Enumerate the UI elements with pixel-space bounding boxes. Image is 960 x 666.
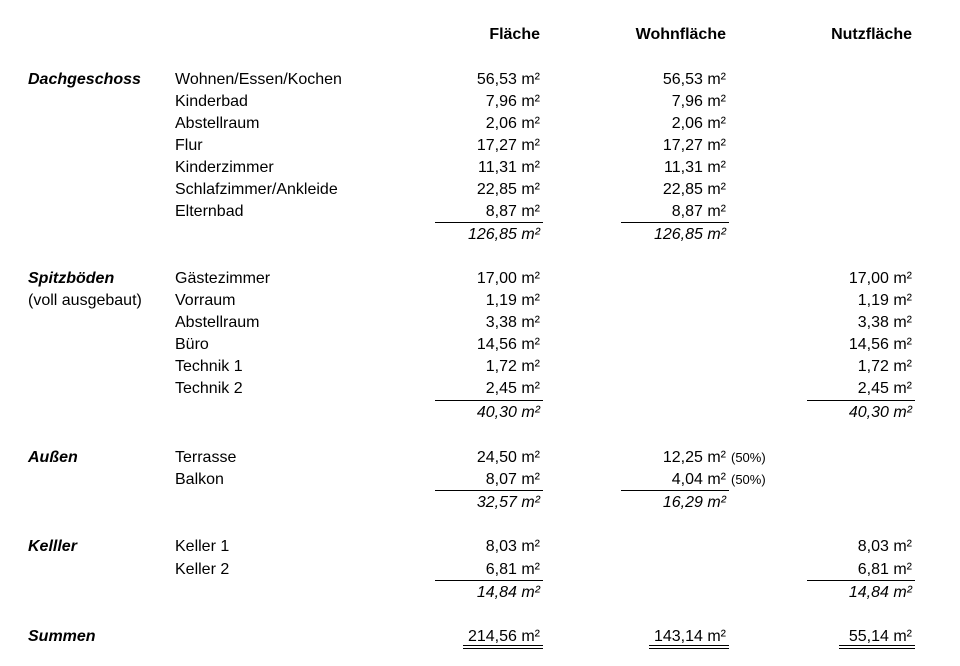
subtotal-rule [435,222,543,223]
section-title-keller: Kelller [28,538,77,555]
wohnflaeche-value: 22,85 m² [662,181,726,198]
nutzflaeche-value: 3,38 m² [857,314,912,331]
room-name: Abstellraum [175,314,260,331]
table-row [0,179,960,201]
room-name: Kinderzimmer [175,159,274,176]
flaeche-value: 3,38 m² [485,314,540,331]
room-name: Terrasse [175,449,237,466]
grand-total-flaeche: 214,56 m² [467,628,540,645]
flaeche-value: 2,06 m² [485,115,540,132]
percentage-note: (50%) [731,472,766,487]
section-title-aussen: Außen [28,449,78,466]
table-row [0,356,960,378]
table-row [0,378,960,400]
table-row [0,536,960,558]
table-row [0,135,960,157]
room-name: Büro [175,336,209,353]
subtotal-row [0,224,960,246]
flaeche-value: 2,45 m² [485,380,540,397]
room-name: Elternbad [175,203,244,220]
section-title-spitzboeden: Spitzböden [28,270,115,287]
table-row [0,91,960,113]
flaeche-value: 8,03 m² [485,538,540,555]
grand-total-label: Summen [28,628,96,645]
header-wohnflaeche: Wohnfläche [635,26,726,43]
subtotal-flaeche: 32,57 m² [476,494,540,511]
room-name: Keller 2 [175,561,230,578]
flaeche-value: 11,31 m² [478,159,540,176]
nutzflaeche-value: 6,81 m² [857,561,912,578]
table-row [0,447,960,469]
wohnflaeche-value: 2,06 m² [671,115,726,132]
subtotal-rule [807,580,915,581]
double-underline [463,645,543,649]
flaeche-value: 8,87 m² [485,203,540,220]
nutzflaeche-value: 8,03 m² [857,538,912,555]
section-subtitle-spitzboeden: (voll ausgebaut) [28,292,142,309]
table-row [0,290,960,312]
flaeche-value: 56,53 m² [476,71,540,88]
table-row [0,113,960,135]
room-name: Schlafzimmer/Ankleide [175,181,338,198]
room-name: Technik 1 [175,358,243,375]
subtotal-flaeche: 40,30 m² [476,404,540,421]
subtotal-row [0,492,960,514]
header-flaeche: Fläche [489,26,540,43]
nutzflaeche-value: 1,72 m² [857,358,912,375]
double-underline [839,645,915,649]
wohnflaeche-value: 17,27 m² [662,137,726,154]
room-name: Abstellraum [175,115,260,132]
subtotal-rule [621,222,729,223]
nutzflaeche-value: 2,45 m² [857,380,912,397]
flaeche-value: 8,07 m² [485,471,540,488]
flaeche-value: 1,19 m² [485,292,540,309]
subtotal-rule [621,490,729,491]
flaeche-value: 22,85 m² [476,181,540,198]
room-name: Balkon [175,471,224,488]
table-row [0,334,960,356]
wohnflaeche-value: 7,96 m² [671,93,726,110]
subtotal-rule [435,580,543,581]
room-name: Wohnen/Essen/Kochen [175,71,342,88]
wohnflaeche-value: 4,04 m² [671,471,726,488]
room-name: Flur [175,137,203,154]
table-row [0,469,960,491]
subtotal-wohnflaeche: 16,29 m² [662,494,726,511]
flaeche-value: 6,81 m² [485,561,540,578]
table-row [0,69,960,91]
wohnflaeche-value: 56,53 m² [662,71,726,88]
subtotal-rule [435,490,543,491]
subtotal-flaeche: 14,84 m² [476,584,540,601]
grand-total-wohnflaeche: 143,14 m² [653,628,726,645]
table-row [0,559,960,581]
subtotal-row [0,402,960,424]
nutzflaeche-value: 17,00 m² [848,270,912,287]
flaeche-value: 24,50 m² [476,449,540,466]
flaeche-value: 1,72 m² [485,358,540,375]
subtotal-nutzflaeche: 14,84 m² [848,584,912,601]
subtotal-row [0,582,960,604]
table-row [0,157,960,179]
flaeche-value: 14,56 m² [476,336,540,353]
flaeche-value: 17,27 m² [476,137,540,154]
nutzflaeche-value: 1,19 m² [857,292,912,309]
subtotal-flaeche: 126,85 m² [467,226,540,243]
flaeche-value: 17,00 m² [476,270,540,287]
wohnflaeche-value: 11,31 m² [664,159,726,176]
wohnflaeche-value: 8,87 m² [671,203,726,220]
subtotal-wohnflaeche: 126,85 m² [653,226,726,243]
room-name: Kinderbad [175,93,248,110]
room-name: Keller 1 [175,538,230,555]
nutzflaeche-value: 14,56 m² [848,336,912,353]
double-underline [649,645,729,649]
table-row [0,268,960,290]
subtotal-rule [435,400,543,401]
wohnflaeche-value: 12,25 m² [662,449,726,466]
section-title-dachgeschoss: Dachgeschoss [28,71,141,88]
room-name: Vorraum [175,292,236,309]
table-row [0,312,960,334]
subtotal-nutzflaeche: 40,30 m² [848,404,912,421]
header-row [0,24,960,46]
subtotal-rule [807,400,915,401]
room-name: Gästezimmer [175,270,271,287]
flaeche-value: 7,96 m² [485,93,540,110]
grand-total-nutzflaeche: 55,14 m² [848,628,912,645]
room-name: Technik 2 [175,380,243,397]
table-row [0,201,960,223]
header-nutzflaeche: Nutzfläche [831,26,912,43]
percentage-note: (50%) [731,450,766,465]
